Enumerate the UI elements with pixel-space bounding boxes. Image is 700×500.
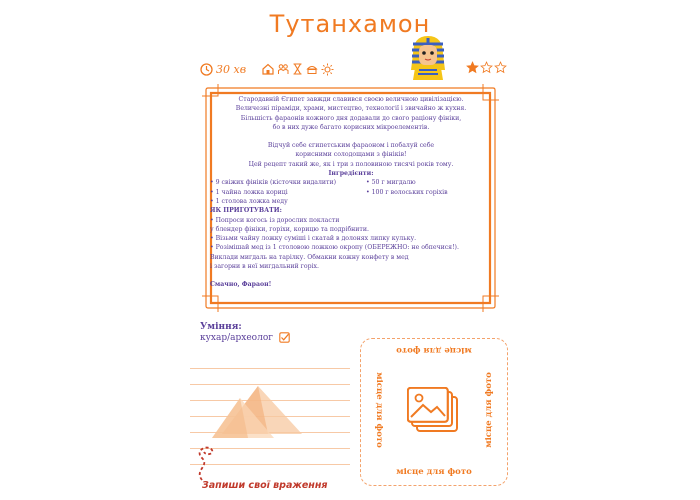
step-line: • Візьми чайну ложку суміші і скатай в долонях липку кульку. — [210, 235, 417, 243]
pyramid-icon — [212, 382, 312, 442]
skills-value: кухар/археолог — [200, 332, 273, 343]
recipe-page — [190, 0, 510, 500]
photo-label: місце для фото — [373, 372, 384, 448]
photo-label: місце для фото — [484, 372, 495, 448]
ingredient-item: • 1 чайна ложка кориці — [210, 188, 288, 196]
recipe-text — [210, 95, 492, 307]
step-line: • Розімішай мед із 1 столовою ложкою окропу (ОБЕРЕЖНО: не обпечися!). — [210, 244, 459, 252]
ingredient-item: • 1 столова ложка меду — [210, 197, 288, 205]
invite-line: Відчуй себе єгипетським фараоном і побалуй себе — [267, 142, 435, 150]
photo-icon — [407, 387, 461, 435]
skills-row — [200, 332, 290, 343]
star-icon — [480, 61, 493, 74]
intro-line: Стародавній Єгипет завжди славився своєю величною цивілізацією. — [238, 96, 464, 103]
step-line: і загорни в неї мигдальний горіх. — [210, 263, 320, 271]
photo-label: місце для фото — [396, 345, 472, 355]
cook-time: 30 хв — [216, 62, 247, 76]
photo-label: місце для фото — [396, 467, 472, 477]
invite-line: Цей рецепт такий же, як і три з половиною тисячі років тому. — [248, 160, 454, 168]
swirl-icon — [192, 440, 214, 482]
star-icon — [466, 61, 479, 74]
page-title: Тутанхамон — [269, 10, 431, 38]
intro-line: Величезні піраміди, храми, мистецтво, технології і звичайно ж кухня. — [235, 105, 467, 113]
invite-line: корисними солодощами з фініків! — [295, 151, 407, 159]
ingredient-item: • 100 г волоських горіхів — [366, 188, 448, 196]
steps-title: ЯК ПРИГОТУВАТИ: — [210, 207, 282, 215]
intro-line: Більшість фараонів кожного дня додавали до свого раціону фініки, — [240, 114, 462, 122]
closing-line: Смачно, Фараон! — [210, 281, 272, 289]
recipe-meta — [200, 60, 334, 78]
ingredient-item: • 50 г мигдалю — [366, 179, 416, 187]
people-icon — [277, 63, 289, 75]
step-line: у блендер фініки, горіхи, корицю та подрібнити. — [210, 225, 369, 233]
ingredients-title: Інгредієнти: — [328, 170, 374, 178]
sun-icon — [321, 63, 334, 76]
house-icon — [262, 63, 274, 75]
step-line: Виклади мигдаль на тарілку. Обмакни кожну конфету в мед — [210, 253, 409, 261]
difficulty-rating — [466, 61, 507, 74]
intro-line: бо в них дуже багато корисних мікроелементів. — [272, 123, 430, 131]
star-icon — [494, 61, 507, 74]
ingredient-item: • 9 свіжих фініків (кісточки видалити) — [210, 179, 336, 187]
step-line: • Попроси когось із дорослих покласти — [210, 216, 340, 224]
clock-icon — [200, 63, 213, 76]
ingredients-list — [210, 178, 492, 206]
impressions-label: Запиши свої враження — [202, 480, 328, 491]
pharaoh-icon — [405, 32, 451, 80]
cake-icon — [306, 63, 318, 75]
checkbox-icon[interactable] — [279, 332, 290, 343]
photo-placeholder[interactable] — [360, 338, 508, 486]
hourglass-icon — [292, 63, 303, 75]
skills-label: Уміння: — [200, 322, 242, 332]
